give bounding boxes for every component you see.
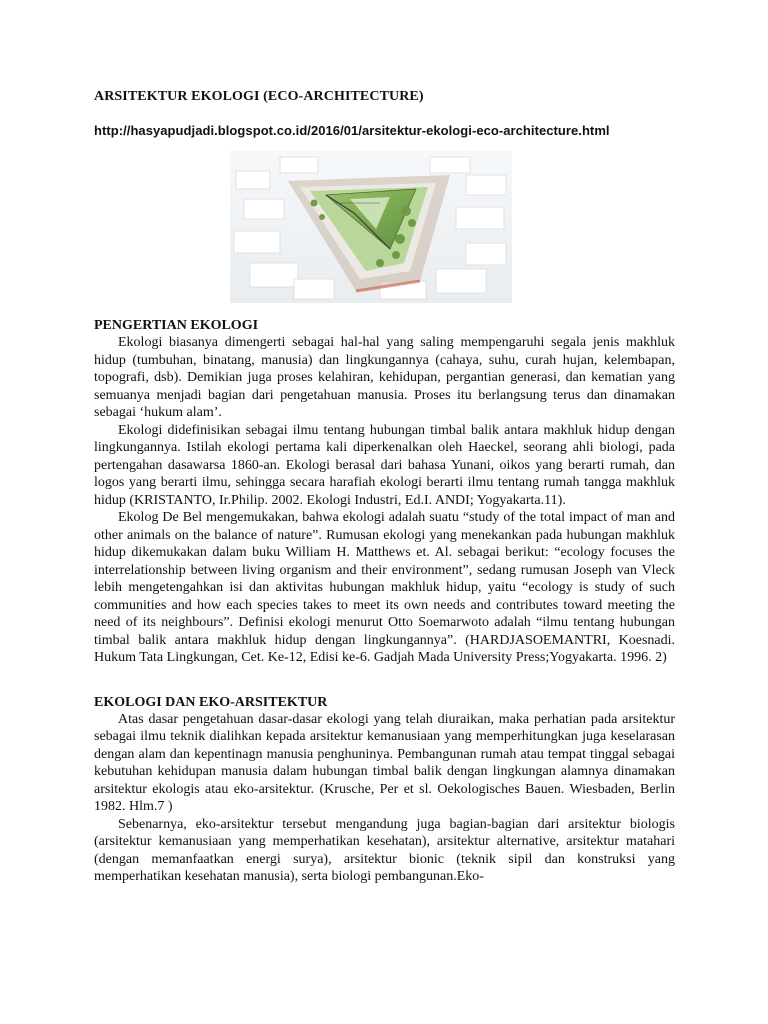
document-title: ARSITEKTUR EKOLOGI (ECO-ARCHITECTURE) (94, 89, 424, 104)
paragraph: Ekologi didefinisikan sebagai ilmu tentang hubungan timbal balik antara makhluk hidup dengan lingkungannya. Istilah ekologi pertama kali diperkenalkan oleh Haeckel, seorang ahli biologi, pada pertengahan dasawarsa 1860-an. Ekologi berasal dari bahasa Yunani, oikos yang berarti rumah, dan logos yang berarti ilmu, sehingga secara harafiah ekologi berarti ilmu tentang rumah tangga makhluk hidup (KRISTANTO, Ir.Philip. 2002. Ekologi Industri, Ed.I. ANDI; Yogyakarta.11). (94, 422, 675, 508)
document-page (94, 88, 675, 886)
paragraph: Atas dasar pengetahuan dasar-dasar ekologi yang telah diuraikan, maka perhatian pada arsitektur sebagai ilmu teknik dialihkan kepada arsitektur kemanusiaan yang memperhitungkan juga keselarasan dengan alam dan kepentinagn manusia penghuninya. Pembangunan rumah atau tempat tinggal sebagai kebutuhan kehidupan manusia dalam hubungan timbal balik dengan lingkungan alamnya dinamakan arsitektur ekologis atau eko-arsitektur. (Krusche, Per et sl. Oekologisches Bauen. Wiesbaden, Berlin 1982. Hlm.7 ) (94, 711, 675, 814)
section-heading-ekologi-dan-eko-arsitektur: EKOLOGI DAN EKO-ARSITEKTUR (94, 694, 328, 710)
paragraph: Ekolog De Bel mengemukakan, bahwa ekologi adalah suatu “study of the total impact of man and other animals on the balance of nature”. Rumusan ekologi yang menekankan pada hubungan makhluk hidup dikemukakan dalam buku William H. Matthews et. Al. sebagai berikut: “ecology focuses the interrelationship between living organism and their environment”, sedang rumusan Joseph van Vleck lebih mengetengahkan isi dan aktivitas hubungan makhluk hidup, yaitu “ecology is study of such communities and how each species takes to meet its own needs and contributes toward meeting the need of its neighbours”. Definisi ekologi menurut Otto Soemarwoto adalah “ilmu tentang hubungan timbal balik antara makhluk hidup dengan lingkungannya”. (HARDJASOEMANTRI, Koesnadi. Hukum Tata Lingkungan, Cet. Ke-12, Edisi ke-6. Gadjah Mada University Press;Yogyakarta. 1996. 2) (94, 510, 675, 665)
eco-architecture-illustration (230, 151, 512, 303)
paragraph: Sebenarnya, eko-arsitektur tersebut mengandung juga bagian-bagian dari arsitektur biologis (arsitektur kemanusiaan yang memperhatikan kesehatan), arsitektur alternative, arsitektur matahari (dengan memanfaatkan energi surya), arsitektur bionic (teknik sipil dan konstruksi yang memperhatikan kesehatan manusia), serta biologi pembangunan.Eko- (94, 816, 675, 884)
section-heading-pengertian-ekologi: PENGERTIAN EKOLOGI (94, 318, 259, 333)
paragraph: Ekologi biasanya dimengerti sebagai hal-hal yang saling mempengaruhi segala jenis makhluk hidup (tumbuhan, binatang, manusia) dan lingkungannya (cahaya, suhu, curah hujan, kelembapan, topografi, dsb). Demikian juga proses kelahiran, kehidupan, pergantian generasi, dan kematian yang semuanya menjadi bagian dari pengetahuan manusia. Proses itu berlangsung terus dan dinamakan sebagai ‘hukum alam’. (94, 335, 675, 420)
source-url[interactable]: http://hasyapudjadi.blogspot.co.id/2016/01/arsitektur-ekologi-eco-architecture.html (94, 123, 610, 138)
